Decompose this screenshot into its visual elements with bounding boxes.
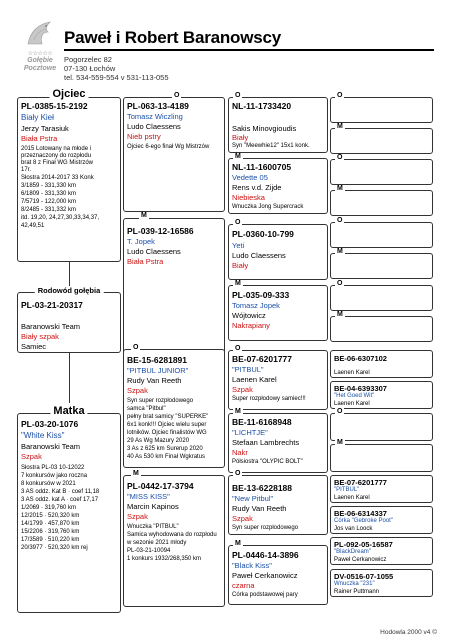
g5-name: "BlackDream" — [334, 549, 371, 555]
mf-color: Szpak — [127, 386, 148, 395]
ffm-color: Niebieska — [232, 193, 265, 202]
address-city: 07-130 Łochów — [64, 64, 116, 73]
mmf-color: Szpak — [232, 514, 253, 523]
fm-breeder: Ludo Claessens — [127, 247, 181, 256]
mm-desc-line: w sezonie 2021 młody — [127, 540, 187, 546]
father-box[interactable] — [17, 97, 121, 262]
phone-number: tel. 534-559-554 v 531-113-055 — [64, 73, 169, 82]
mm-name: "MISS KISS" — [127, 492, 170, 501]
pigeon-logo-icon — [24, 18, 56, 50]
female-marker: M — [235, 153, 241, 160]
g5-ring: PL-092-05-16587 — [334, 540, 393, 549]
connector-line — [69, 353, 70, 403]
father-desc-line: 8/2485 - 331,332 km — [21, 207, 77, 213]
g4-box[interactable] — [330, 413, 433, 441]
male-marker: O — [235, 345, 241, 352]
fmm-ring: PL-035-09-333 — [232, 290, 290, 300]
mmf-ring: BE-13-6228188 — [232, 483, 293, 493]
mother-ring: PL-03-20-1076 — [21, 419, 79, 429]
mmm-desc: Córka podstawowej pary — [232, 592, 298, 598]
mother-name: "White Kiss" — [21, 431, 65, 440]
g4-box[interactable] — [330, 128, 433, 154]
ggp-mff-box[interactable] — [228, 350, 328, 410]
male-marker: O — [174, 92, 180, 99]
mm-desc-line: Wnuczka "PITBUL" — [127, 524, 179, 530]
g5-breeder: Paweł Cerkanowicz — [334, 557, 387, 563]
mother-desc-line: 3 AS oddz. Kat B · coef 11,18 — [21, 489, 100, 495]
female-marker: M — [235, 408, 241, 415]
father-desc-line: 6/1809 - 331,330 km — [21, 191, 77, 197]
ff-name: Tomasz Wiczling — [127, 112, 183, 121]
mf-ring: BE-15-6281891 — [127, 355, 188, 365]
female-marker: M — [337, 439, 343, 446]
father-desc-line: 2015 Lotowany na młode i — [21, 146, 92, 152]
mmm-ring: PL-0446-14-3896 — [232, 550, 299, 560]
g4-box[interactable] — [330, 444, 433, 472]
mfm-breeder: Stefaan Lambrechts — [232, 438, 300, 447]
g4-box[interactable] — [330, 316, 433, 342]
ffm-desc: Wnuczka Jong Supercrack — [232, 204, 304, 210]
father-color: Biała Pstra — [21, 134, 58, 143]
mother-desc-line: 12/2015 · 520,320 km — [21, 513, 80, 519]
subject-color: Biały szpak — [21, 332, 59, 341]
father-desc-line: 17r. — [21, 167, 32, 173]
father-ring: PL-0385-15-2192 — [21, 101, 88, 111]
ggp-fmf-box[interactable] — [228, 224, 328, 280]
mmm-breeder: Paweł Cerkanowicz — [232, 571, 298, 580]
ggp-fmm-box[interactable] — [228, 285, 328, 341]
mother-desc-line: 7 konkursów jako roczna — [21, 473, 88, 479]
address-street: Pogorzelec 82 — [64, 55, 112, 64]
g5-breeder: Laenen Karel — [334, 370, 370, 376]
mm-desc-line: 1 konkurs 1932/268,350 km — [127, 556, 202, 562]
g5-breeder: Laenen Karel — [334, 495, 370, 501]
g4-box[interactable] — [330, 285, 433, 311]
mmm-name: "Black Kiss" — [232, 561, 272, 570]
fmm-name: Tomasz Jopek — [232, 301, 280, 310]
mff-color: Szpak — [232, 385, 253, 394]
g4-box[interactable] — [330, 190, 433, 216]
female-marker: M — [141, 212, 147, 219]
mf-desc-line: 29 As Wg Mazury 2020 — [127, 438, 190, 444]
father-desc-line: Słostra 2014-2017 33 Konk — [21, 175, 94, 181]
father-breeder: Jerzy Tarasiuk — [21, 124, 69, 133]
paternal-grandmother-box[interactable] — [123, 218, 225, 354]
mfm-ring: BE-11-6168948 — [232, 417, 292, 427]
g4-box[interactable] — [330, 222, 433, 248]
subject-owner: Baranowski Team — [21, 322, 81, 331]
g5-name: "Het Goed Wit" — [334, 393, 375, 399]
fm-name: T. Jopek — [127, 237, 155, 246]
mf-desc-line: 3 As z 625 km Surerup 2020 — [127, 446, 203, 452]
pigeon-heading: Rodowód gołębia — [35, 286, 104, 295]
g5-breeder: Jos van Loock — [334, 526, 373, 532]
ffm-ring: NL-11-1600705 — [232, 162, 292, 172]
mm-color: Szpak — [127, 512, 148, 521]
subject-sex: Samiec — [21, 342, 47, 351]
ff-ring: PL-063-13-4189 — [127, 101, 189, 111]
g4-box[interactable] — [330, 475, 433, 503]
mother-desc-line: 14/1799 · 457,870 km — [21, 521, 80, 527]
mff-breeder: Laenen Karel — [232, 375, 277, 384]
subject-ring: PL-03-21-20317 — [21, 300, 83, 310]
g5-ring: BE-04-6393307 — [334, 384, 387, 393]
ggp-ffm-box[interactable] — [228, 158, 328, 214]
mm-breeder: Marcin Kapinos — [127, 502, 179, 511]
mother-desc-line: 3 AS oddz. kat A · coef 17,17 — [21, 497, 99, 503]
g5-ring: BE-07-6201777 — [334, 478, 387, 487]
fm-color: Biała Pstra — [127, 257, 164, 266]
mmf-name: "New Pitbul" — [232, 494, 274, 503]
g4-box[interactable] — [330, 506, 433, 534]
mf-desc-line: pełny brat samicy "SUPERKE" — [127, 414, 209, 420]
fmf-ring: PL-0360-10-799 — [232, 229, 294, 239]
male-marker: O — [235, 219, 241, 226]
female-marker: M — [133, 470, 139, 477]
female-marker: M — [235, 540, 241, 547]
mf-desc-line: 40 As 530 km Finał Wgkratus — [127, 454, 206, 460]
header-divider — [64, 49, 434, 51]
mff-desc: Super rozpłodowy samiec!!! — [232, 396, 306, 402]
mother-desc-line: Słostra PL-03 10-12022 — [21, 465, 85, 471]
ff-breeder: Ludo Claessens — [127, 122, 181, 131]
mother-desc-line: 17/3589 · 510,220 km — [21, 537, 80, 543]
male-marker: O — [235, 92, 241, 99]
logo-text-2: Pocztowe — [23, 65, 57, 72]
mf-desc-line: samca "Pitbul" — [127, 406, 166, 412]
male-marker: O — [337, 280, 343, 287]
ff-color: Nieb pstry — [127, 132, 161, 141]
father-heading: Ojciec — [49, 88, 88, 100]
maternal-grandfather-box[interactable] — [123, 349, 225, 468]
male-marker: O — [337, 92, 343, 99]
mf-name: "PITBUL JUNIOR" — [127, 366, 189, 375]
owner-name: Paweł i Robert Baranowscy — [64, 28, 282, 47]
logo-text-1: Gołębie — [27, 57, 53, 64]
mff-ring: BE-07-6201777 — [232, 354, 293, 364]
g4-box[interactable] — [330, 350, 433, 378]
g4-box[interactable] — [330, 537, 433, 565]
mfm-desc: Półsiostra "OLYPIC BOLT" — [232, 459, 303, 465]
logo-stars: ☆☆☆☆☆ — [27, 51, 53, 57]
g5-name: Córka "Gebroke Poot" — [334, 518, 393, 524]
fmf-color: Biały — [232, 261, 249, 270]
mff-name: "PITBUL" — [232, 365, 264, 374]
paternal-grandfather-box[interactable] — [123, 97, 225, 212]
ffm-name: Vedette 05 — [232, 173, 268, 182]
mother-desc-line: 1/2069 · 319,760 km — [21, 505, 77, 511]
father-desc-line: 42,49,51 — [21, 223, 45, 229]
ggp-mmf-box[interactable] — [228, 475, 328, 535]
ggp-mmm-box[interactable] — [228, 545, 328, 605]
fff-ring: NL-11-1733420 — [232, 101, 292, 111]
father-desc-line: 3/1859 - 331,330 km — [21, 183, 77, 189]
mfm-color: Nakr — [232, 448, 248, 457]
mother-desc-line: 8 konkursów w 2021 — [21, 481, 76, 487]
fmf-name: Yeti — [232, 241, 245, 250]
fm-ring: PL-039-12-16586 — [127, 226, 194, 236]
father-desc-line: 7/5719 - 122,000 km — [21, 199, 77, 205]
mother-color: Szpak — [21, 452, 42, 461]
female-marker: M — [337, 185, 343, 192]
fmm-color: Nakrapiany — [232, 321, 270, 330]
maternal-grandmother-box[interactable] — [123, 475, 225, 607]
mm-desc-line: Samica wyhodowana do rozpłodu — [127, 532, 217, 538]
mother-breeder: Baranowski Team — [21, 442, 81, 451]
mf-desc-line: Syn super rozpłodowego — [127, 398, 194, 404]
mmf-breeder: Rudy Van Reeth — [232, 504, 287, 513]
g5-breeder: Rainer Puttmann — [334, 589, 380, 595]
g5-breeder: Laenen Karel — [334, 401, 370, 407]
female-marker: M — [337, 123, 343, 130]
software-footer: Hodowla 2000 v4 © — [380, 629, 437, 636]
g5-ring: BE-06-6307102 — [334, 354, 387, 363]
g4-box[interactable] — [330, 569, 433, 597]
male-marker: O — [337, 217, 343, 224]
g5-name: "PITBUL" — [334, 487, 360, 493]
mmf-desc: Syn super rozpłodowego — [232, 525, 299, 531]
mfm-name: "LICHTJE" — [232, 428, 268, 437]
g4-box[interactable] — [330, 97, 433, 123]
ggp-fff-box[interactable] — [228, 97, 328, 153]
female-marker: M — [235, 280, 241, 287]
fmf-breeder: Ludo Claessens — [232, 251, 286, 260]
mmm-color: czarna — [232, 581, 255, 590]
ggp-mfm-box[interactable] — [228, 413, 328, 473]
father-desc-line: brat 8 z Finał WG Mistrzów — [21, 160, 94, 166]
ff-desc: Ojciec 6-ego finał Wg Mistrzów — [127, 144, 210, 150]
mm-desc-line: PL-03-21-10094 — [127, 548, 171, 554]
father-desc-line: itd. 19,20, 24,27,30,33,34,37, — [21, 215, 100, 221]
male-marker: O — [133, 344, 139, 351]
mother-box[interactable] — [17, 413, 121, 613]
mm-ring: PL-0442-17-3794 — [127, 481, 194, 491]
g5-name: Wnuczka "231" — [334, 581, 375, 587]
male-marker: O — [337, 408, 343, 415]
club-logo — [20, 18, 60, 78]
mother-desc-line: 20/3977 · 520,320 km rej — [21, 545, 88, 551]
female-marker: M — [337, 248, 343, 255]
g4-box[interactable] — [330, 253, 433, 279]
g4-box[interactable] — [330, 381, 433, 409]
fmm-breeder: Wójtowicz — [232, 311, 266, 320]
father-name: Biały Kieł — [21, 113, 54, 122]
g5-ring: BE-06-6314337 — [334, 509, 387, 518]
subject-box[interactable] — [17, 292, 121, 353]
g5-ring: DV-0516-07-1055 — [334, 572, 394, 581]
mother-desc-line: 15/2206 · 319,760 km — [21, 529, 80, 535]
male-marker: O — [235, 470, 241, 477]
male-marker: O — [337, 154, 343, 161]
mother-heading: Matka — [50, 405, 87, 417]
fff-name: Sakis Minovgioudis — [232, 124, 297, 133]
father-desc-line: przeznaczony do rozpłodu — [21, 153, 92, 159]
g4-box[interactable] — [330, 159, 433, 185]
female-marker: M — [337, 311, 343, 318]
fff-color: Biały — [232, 133, 249, 142]
ffm-breeder: Rens v.d. Zijde — [232, 183, 282, 192]
mf-desc-line: 6x1 konk!!! Ojciec wielu super — [127, 422, 207, 428]
mf-breeder: Rudy Van Reeth — [127, 376, 182, 385]
mf-desc-line: lotników. Ojciec finalistów WG — [127, 430, 207, 436]
fff-desc: Syn "Meewhie12" 15x1 konk. — [232, 143, 310, 149]
